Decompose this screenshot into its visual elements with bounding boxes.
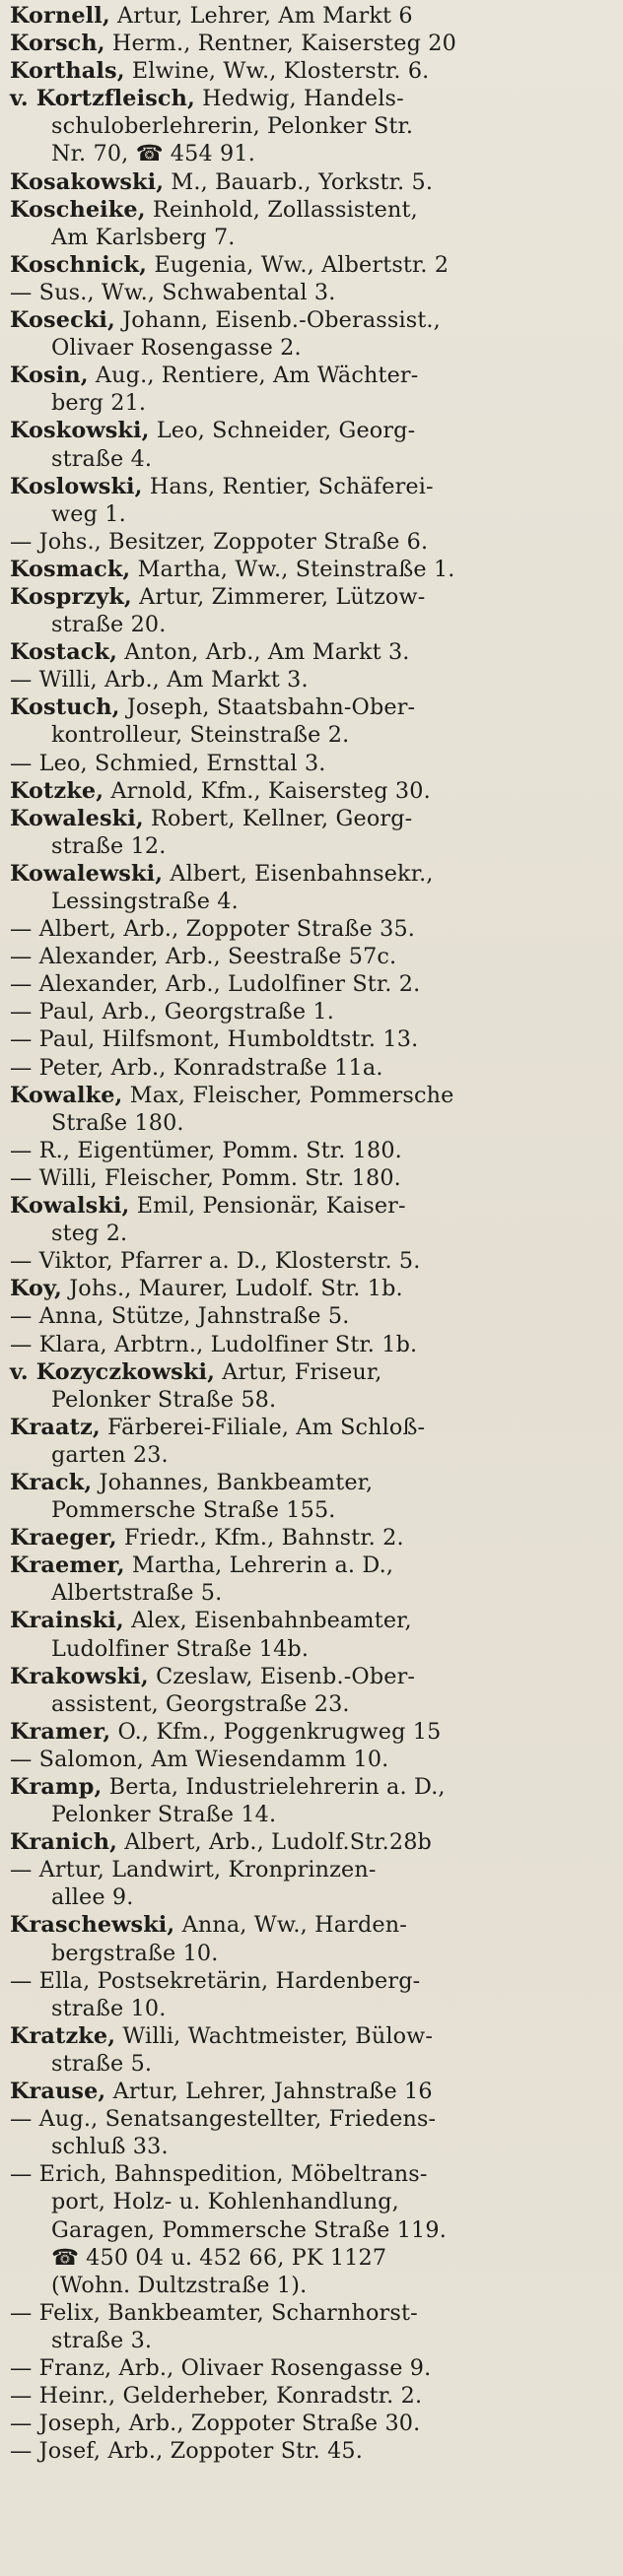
directory-entry — [10, 860, 615, 915]
entry-text: berg 21. — [51, 390, 147, 417]
entry-surname: Krakowski, — [10, 1663, 149, 1689]
directory-entry — [10, 1054, 615, 1082]
directory-entry — [10, 1469, 615, 1524]
entry-surname: Kranich, — [10, 1829, 118, 1856]
entry-first-line — [10, 750, 615, 777]
entry-surname: Kostack, — [10, 639, 118, 666]
directory-entry — [10, 279, 615, 306]
entry-continuation-line — [10, 1109, 615, 1137]
directory-entry — [10, 1331, 615, 1358]
entry-text: Reinhold, Zollassistent, — [145, 196, 418, 223]
entry-text: Garagen, Pommersche Straße 119. — [51, 2216, 447, 2243]
entry-first-line — [10, 306, 615, 334]
entry-first-line — [10, 1054, 615, 1082]
entry-continuation-line — [10, 140, 615, 167]
entry-first-line — [10, 1025, 615, 1053]
entry-first-line — [10, 2, 615, 30]
entry-text: Hedwig, Handels- — [194, 86, 404, 112]
entry-first-line — [10, 279, 615, 306]
entry-text: — Albert, Arb., Zoppoter Straße 35. — [10, 916, 416, 943]
entry-surname: Kraeger, — [10, 1525, 117, 1552]
entry-continuation-line — [10, 2216, 615, 2244]
entry-text: — Leo, Schmied, Ernsttal 3. — [10, 750, 326, 776]
directory-entry — [10, 1828, 615, 1856]
directory-entry — [10, 998, 615, 1025]
entry-first-line — [10, 1247, 615, 1275]
entry-first-line — [10, 85, 615, 112]
entry-continuation-line — [10, 2327, 615, 2354]
entry-first-line — [10, 1911, 615, 1939]
entry-first-line — [10, 2078, 615, 2105]
entry-first-line — [10, 1358, 615, 1386]
entry-text: — Ella, Postsekretärin, Hardenberg- — [10, 1967, 421, 1994]
entry-continuation-line — [10, 2133, 615, 2160]
directory-entry — [10, 528, 615, 556]
directory-entry — [10, 2105, 615, 2160]
entry-surname: Kosmack, — [10, 556, 131, 582]
entry-surname: Korthals, — [10, 58, 125, 85]
directory-entry — [10, 2299, 615, 2354]
entry-first-line — [10, 2382, 615, 2410]
entry-first-line — [10, 1082, 615, 1109]
directory-entry — [10, 750, 615, 777]
entry-first-line — [10, 1552, 615, 1579]
entry-text: schuloberlehrerin, Pelonker Str. — [51, 113, 414, 140]
entry-text: Elwine, Ww., Klosterstr. 6. — [124, 58, 430, 85]
entry-text: — R., Eigentümer, Pomm. Str. 180. — [10, 1137, 402, 1163]
entry-first-line — [10, 943, 615, 970]
entry-first-line — [10, 528, 615, 556]
directory-entry — [10, 1302, 615, 1330]
entry-continuation-line — [10, 1496, 615, 1524]
entry-text: Ludolfiner Straße 14b. — [51, 1635, 310, 1662]
entry-text: Martha, Ww., Steinstraße 1. — [130, 556, 455, 582]
entry-text: Czeslaw, Eisenb.-Ober- — [148, 1663, 416, 1689]
entry-text: Martha, Lehrerin a. D., — [124, 1552, 394, 1579]
entry-first-line — [10, 417, 615, 444]
entry-text: Johannes, Bankbeamter, — [92, 1469, 374, 1495]
entry-text: Olivaer Rosengasse 2. — [51, 335, 302, 362]
entry-first-line — [10, 1773, 615, 1801]
entry-surname: Kornell, — [10, 3, 110, 29]
entry-first-line — [10, 362, 615, 389]
entry-text: — Erich, Bahnspedition, Möbeltrans- — [10, 2161, 428, 2188]
directory-entry — [10, 1856, 615, 1911]
directory-entry — [10, 2, 615, 30]
entry-text: bergstraße 10. — [51, 1940, 219, 1966]
entry-continuation-line — [10, 445, 615, 473]
entry-surname: Kraatz, — [10, 1414, 101, 1440]
entry-text: M., Bauarb., Yorkstr. 5. — [164, 168, 434, 195]
entry-surname: Kosecki, — [10, 307, 115, 334]
directory-entry — [10, 915, 615, 943]
directory-entry — [10, 1414, 615, 1469]
directory-entry — [10, 168, 615, 196]
entry-text: Aug., Rentiere, Am Wächter- — [88, 363, 419, 389]
entry-text: — Klara, Arbtrn., Ludolfiner Str. 1b. — [10, 1331, 418, 1357]
entry-first-line — [10, 805, 615, 832]
directory-entry — [10, 1911, 615, 1966]
entry-continuation-line — [10, 2050, 615, 2078]
entry-text: Willi, Wachtmeister, Bülow- — [115, 2022, 434, 2049]
entry-surname: Koy, — [10, 1276, 62, 1302]
entry-surname: Krause, — [10, 2079, 106, 2105]
entry-first-line — [10, 583, 615, 611]
entry-text: — Paul, Hilfsmont, Humboldtstr. 13. — [10, 1026, 419, 1053]
entry-first-line — [10, 777, 615, 805]
entry-first-line — [10, 1414, 615, 1441]
entry-surname: Krack, — [10, 1469, 93, 1495]
entry-text: Straße 180. — [51, 1109, 184, 1136]
entry-text: straße 4. — [51, 445, 153, 472]
entry-continuation-line — [10, 334, 615, 362]
entry-first-line — [10, 694, 615, 721]
entry-text: — Artur, Landwirt, Kronprinzen- — [10, 1857, 377, 1883]
directory-entry — [10, 556, 615, 583]
entry-text: kontrolleur, Steinstraße 2. — [51, 722, 350, 749]
directory-entry — [10, 777, 615, 805]
entry-text: straße 5. — [51, 2050, 153, 2077]
entry-text: — Aug., Senatsangestellter, Friedens- — [10, 2106, 437, 2133]
entry-first-line — [10, 1164, 615, 1192]
directory-entry — [10, 1164, 615, 1192]
entry-text: Albert, Eisenbahnsekr., — [163, 860, 434, 887]
entry-surname: Kowalski, — [10, 1193, 130, 1220]
entry-text: — Felix, Bankbeamter, Scharnhorst- — [10, 2299, 418, 2326]
entry-first-line — [10, 1275, 615, 1302]
directory-entry — [10, 1663, 615, 1718]
directory-entry — [10, 1247, 615, 1275]
entry-text: ☎ 450 04 u. 452 66, PK 1127 — [51, 2244, 387, 2271]
entry-text: Am Karlsberg 7. — [51, 224, 236, 250]
entry-text: — Salomon, Am Wiesendamm 10. — [10, 1746, 389, 1772]
entry-text: — Franz, Arb., Olivaer Rosengasse 9. — [10, 2354, 432, 2381]
entry-continuation-line — [10, 1940, 615, 1967]
entry-text: Nr. 70, ☎ 454 91. — [51, 141, 255, 167]
directory-entry — [10, 970, 615, 998]
entry-surname: Kowalewski, — [10, 860, 164, 887]
entry-continuation-line — [10, 1995, 615, 2022]
entry-text: Lessingstraße 4. — [51, 889, 239, 914]
entry-text: Joseph, Staatsbahn-Ober- — [119, 694, 416, 721]
entry-continuation-line — [10, 888, 615, 915]
entry-first-line — [10, 1469, 615, 1496]
entry-first-line — [10, 915, 615, 943]
entry-text: garten 23. — [51, 1441, 169, 1468]
directory-entry — [10, 2410, 615, 2437]
entry-first-line — [10, 2299, 615, 2327]
entry-first-line — [10, 1828, 615, 1856]
directory-entry — [10, 306, 615, 362]
entry-continuation-line — [10, 112, 615, 140]
entry-continuation-line — [10, 2188, 615, 2215]
entry-continuation-line — [10, 611, 615, 638]
directory-entry — [10, 1746, 615, 1773]
directory-entry — [10, 1137, 615, 1164]
entry-text: Emil, Pensionär, Kaiser- — [129, 1193, 406, 1220]
directory-entry — [10, 1358, 615, 1414]
entry-text: straße 20. — [51, 612, 167, 638]
directory-entry — [10, 1082, 615, 1137]
entry-first-line — [10, 1967, 615, 1995]
entry-continuation-line — [10, 500, 615, 528]
entry-continuation-line — [10, 832, 615, 860]
directory-entry — [10, 1524, 615, 1552]
entry-text: Artur, Lehrer, Jahnstraße 16 — [105, 2079, 433, 2105]
entry-first-line — [10, 1137, 615, 1164]
entry-surname: Koslowski, — [10, 473, 143, 499]
entry-surname: Kosprzyk, — [10, 583, 132, 610]
entry-text: Pelonker Straße 58. — [51, 1386, 277, 1413]
directory-entry — [10, 943, 615, 970]
directory-entry — [10, 473, 615, 528]
entry-text: steg 2. — [51, 1221, 128, 1247]
entry-surname: Kostuch, — [10, 694, 120, 721]
entry-text: — Viktor, Pfarrer a. D., Klosterstr. 5. — [10, 1248, 421, 1275]
entry-first-line — [10, 2410, 615, 2437]
entry-surname: Kowaleski, — [10, 805, 144, 831]
entry-text: Max, Fleischer, Pommersche — [122, 1082, 454, 1108]
directory-entry — [10, 417, 615, 472]
entry-text: Pommersche Straße 155. — [51, 1497, 336, 1524]
directory-entry — [10, 57, 615, 85]
entry-surname: Koscheike, — [10, 196, 146, 223]
entry-continuation-line — [10, 1883, 615, 1911]
directory-entry — [10, 638, 615, 666]
entry-text: Alex, Eisenbahnbeamter, — [123, 1608, 412, 1634]
entry-continuation-line — [10, 721, 615, 749]
entry-first-line — [10, 1663, 615, 1690]
entry-text: Leo, Schneider, Georg- — [149, 418, 416, 444]
entry-first-line — [10, 1746, 615, 1773]
entry-surname: v. Kortzfleisch, — [10, 86, 195, 112]
entry-first-line — [10, 2354, 615, 2382]
entry-text: — Willi, Fleischer, Pomm. Str. 180. — [10, 1164, 401, 1191]
directory-entry — [10, 1773, 615, 1828]
directory-entry — [10, 694, 615, 749]
entry-text: Anna, Ww., Harden- — [174, 1912, 407, 1939]
entry-text: allee 9. — [51, 1884, 134, 1911]
entry-first-line — [10, 2437, 615, 2465]
entry-text: Berta, Industrielehrerin a. D., — [102, 1774, 446, 1800]
entry-surname: Kraemer, — [10, 1552, 125, 1579]
entry-continuation-line — [10, 1441, 615, 1469]
entry-continuation-line — [10, 1579, 615, 1607]
entry-surname: Kotzke, — [10, 777, 104, 804]
directory-entry — [10, 85, 615, 167]
directory-entry — [10, 2160, 615, 2298]
entry-text: Hans, Rentier, Schäferei- — [142, 473, 434, 499]
directory-entry — [10, 2382, 615, 2410]
entry-first-line — [10, 473, 615, 500]
entry-text: straße 12. — [51, 832, 167, 859]
entry-continuation-line — [10, 2272, 615, 2299]
entry-first-line — [10, 556, 615, 583]
entry-first-line — [10, 251, 615, 279]
entry-text: Herm., Rentner, Kaisersteg 20 — [104, 31, 456, 57]
entry-text: Eugenia, Ww., Albertstr. 2 — [147, 251, 450, 278]
entry-text: schluß 33. — [51, 2134, 169, 2160]
entry-text: — Alexander, Arb., Ludolfiner Str. 2. — [10, 971, 421, 998]
directory-entry — [10, 2437, 615, 2465]
directory-entry — [10, 1607, 615, 1662]
entry-surname: Kratzke, — [10, 2022, 116, 2049]
entry-first-line — [10, 2160, 615, 2188]
entry-text: Friedr., Kfm., Bahnstr. 2. — [116, 1525, 404, 1552]
entry-first-line — [10, 2105, 615, 2133]
entry-surname: Krainski, — [10, 1608, 124, 1634]
entry-text: Artur, Lehrer, Am Markt 6 — [109, 3, 413, 29]
entry-text: — Peter, Arb., Konradstraße 11a. — [10, 1054, 383, 1081]
entry-text: — Joseph, Arb., Zoppoter Straße 30. — [10, 2411, 421, 2437]
entry-continuation-line — [10, 1801, 615, 1828]
entry-first-line — [10, 2022, 615, 2050]
directory-entry — [10, 251, 615, 279]
entry-first-line — [10, 196, 615, 224]
entry-continuation-line — [10, 1220, 615, 1247]
directory-entry — [10, 1552, 615, 1607]
entry-first-line — [10, 860, 615, 888]
directory-entry — [10, 1275, 615, 1302]
directory-entry — [10, 805, 615, 860]
entry-text: Anton, Arb., Am Markt 3. — [117, 639, 410, 666]
entry-text: Albertstraße 5. — [51, 1580, 223, 1607]
entry-surname: Kraschewski, — [10, 1912, 175, 1939]
directory-entry — [10, 196, 615, 251]
directory-entry — [10, 2354, 615, 2382]
entry-text: straße 3. — [51, 2327, 153, 2353]
entry-text: Artur, Zimmerer, Lützow- — [131, 583, 426, 610]
entry-first-line — [10, 666, 615, 694]
entry-text: Färberei-Filiale, Am Schloß- — [100, 1414, 426, 1440]
directory-entry — [10, 2022, 615, 2078]
entry-surname: Koschnick, — [10, 251, 148, 278]
directory-entry — [10, 1718, 615, 1746]
entry-first-line — [10, 1856, 615, 1883]
directory-entry — [10, 1025, 615, 1053]
entry-continuation-line — [10, 1386, 615, 1414]
entry-text: Pelonker Straße 14. — [51, 1802, 277, 1828]
entry-surname: Korsch, — [10, 31, 105, 57]
entry-text: — Alexander, Arb., Seestraße 57c. — [10, 944, 397, 970]
entry-surname: Kosin, — [10, 363, 89, 389]
entry-text: — Johs., Besitzer, Zoppoter Straße 6. — [10, 528, 429, 555]
directory-entry — [10, 2078, 615, 2105]
entry-first-line — [10, 30, 615, 57]
entry-text: Artur, Friseur, — [215, 1358, 382, 1385]
entry-continuation-line — [10, 389, 615, 417]
entry-surname: v. Kozyczkowski, — [10, 1358, 216, 1385]
entry-first-line — [10, 168, 615, 196]
entry-first-line — [10, 1302, 615, 1330]
entry-first-line — [10, 1718, 615, 1746]
entry-text: assistent, Georgstraße 23. — [51, 1690, 350, 1717]
entry-first-line — [10, 57, 615, 85]
entry-text: Arnold, Kfm., Kaisersteg 30. — [104, 777, 431, 804]
entry-continuation-line — [10, 2244, 615, 2272]
entry-text: (Wohn. Dultzstraße 1). — [51, 2272, 308, 2298]
entry-text: Albert, Arb., Ludolf.Str.28b — [117, 1829, 432, 1856]
entry-first-line — [10, 1607, 615, 1634]
entry-first-line — [10, 638, 615, 666]
directory-entry — [10, 583, 615, 638]
entry-text: O., Kfm., Poggenkrugweg 15 — [110, 1718, 442, 1745]
entry-surname: Kosakowski, — [10, 168, 165, 195]
entry-text: — Heinr., Gelderheber, Konradstr. 2. — [10, 2383, 423, 2410]
entry-text: straße 10. — [51, 1995, 167, 2021]
directory-entry — [10, 30, 615, 57]
entry-surname: Kramer, — [10, 1718, 111, 1745]
entry-surname: Kramp, — [10, 1774, 103, 1800]
entry-surname: Kowalke, — [10, 1082, 123, 1108]
directory-entry — [10, 666, 615, 694]
entry-surname: Koskowski, — [10, 418, 150, 444]
entry-first-line — [10, 1331, 615, 1358]
entry-text: Johann, Eisenb.-Oberassist., — [114, 307, 441, 334]
entry-first-line — [10, 1192, 615, 1220]
entry-text: — Willi, Arb., Am Markt 3. — [10, 667, 309, 694]
entry-text: — Paul, Arb., Georgstraße 1. — [10, 999, 335, 1025]
entry-first-line — [10, 998, 615, 1025]
entry-text: — Anna, Stütze, Jahnstraße 5. — [10, 1303, 350, 1330]
directory-entry — [10, 1192, 615, 1247]
entry-text: weg 1. — [51, 500, 126, 527]
entry-continuation-line — [10, 1635, 615, 1663]
entry-continuation-line — [10, 224, 615, 251]
entry-text: Johs., Maurer, Ludolf. Str. 1b. — [61, 1276, 403, 1302]
entry-text: Robert, Kellner, Georg- — [143, 805, 413, 831]
directory-entry — [10, 1967, 615, 2022]
entry-first-line — [10, 970, 615, 998]
entry-first-line — [10, 1524, 615, 1552]
directory-entry — [10, 362, 615, 417]
entry-continuation-line — [10, 1690, 615, 1718]
entry-text: — Sus., Ww., Schwabental 3. — [10, 279, 336, 305]
entry-text: port, Holz- u. Kohlenhandlung, — [51, 2189, 399, 2215]
entry-text: — Josef, Arb., Zoppoter Str. 45. — [10, 2438, 363, 2465]
